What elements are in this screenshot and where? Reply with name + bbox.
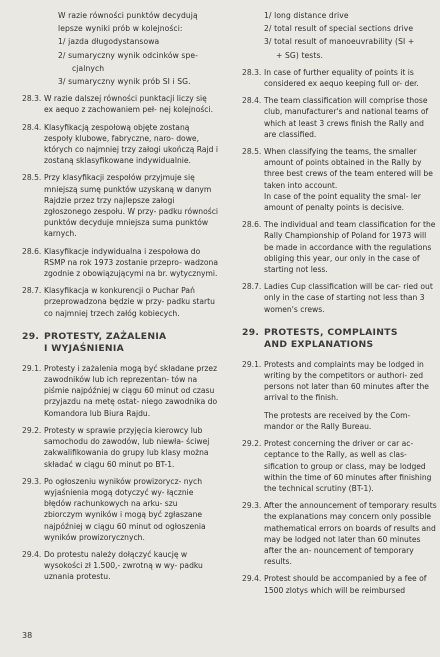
left-intro [22, 10, 218, 87]
right-intro [242, 10, 438, 61]
paragraph-29-3 [242, 500, 438, 567]
paragraph-number: 28.7. [22, 286, 42, 296]
left-intro-line: 2/ sumaryczny wynik odcinków spe- [58, 50, 199, 60]
section-number: 29. [242, 326, 260, 338]
right-intro-line: + SG) tests. [276, 50, 324, 60]
paragraph-number: 28.4. [242, 96, 262, 106]
paragraph-text: Klasyfikacją zespołową objęte zostaną zespoły klubowe, fabryczne, naro- dowe, których co najmniej trzy załogi ukończą Rajd i zostaną sklasyfikowane indywidualnie. [44, 122, 218, 166]
paragraph-29-2 [22, 425, 218, 470]
paragraph-text: Przy klasyfikacji zespołów przyjmuje się mniejszą sumę punktów uzyskaną w danym Rajdzie przez trzy najlepsze załogi zgłoszonego zespołu. W przy- padku równości punktów decyduje mniejsza suma punktów karnych. [44, 173, 219, 239]
paragraph-28-5-continued [242, 191, 438, 213]
paragraph-number: 28.5. [242, 147, 262, 157]
paragraph-29-4 [242, 573, 438, 595]
paragraph-28-5 [242, 146, 438, 191]
section-title-line: AND EXPLANATIONS [264, 338, 374, 350]
paragraph-28-6 [242, 219, 438, 275]
paragraph-text: Protest should be accompanied by a fee of 1500 zlotys which will be reimbursed [264, 574, 427, 595]
paragraph-29-1 [242, 359, 438, 404]
paragraph-28-3 [242, 67, 438, 89]
paragraph-number: 29.1. [22, 363, 42, 373]
paragraph-28-4 [22, 122, 218, 167]
paragraph-29-2 [242, 438, 438, 494]
right-intro-line: 3/ total result of manoeuvrability (SI + [264, 37, 415, 47]
left-intro-line: 1/ jazda długodystansowa [58, 37, 160, 47]
paragraph-number [242, 191, 264, 213]
paragraph-29-1 [22, 363, 218, 419]
paragraph-number: 28.4. [22, 122, 42, 132]
paragraph-text: Protesty i zażalenia mogą być składane przez zawodników lub ich reprezentan- tów na piśmie najpóźniej w ciągu 60 minut od czasu przyjazdu na metę ostat- niego zawodnika do Komandora lub Biura Rajdu. [44, 363, 218, 418]
paragraph-number: 29.2. [22, 425, 42, 435]
paragraph-number: 29.1. [242, 359, 262, 369]
paragraph-text: Protest concerning the driver or car ac- ceptance to the Rally, as well as clas- sification to group or class, may be lodged within the time of 60 minutes after finishing the technical scrutiny (BT-1). [264, 439, 432, 493]
paragraph-28-7 [22, 285, 218, 319]
paragraph-text: The protests are received by the Com- mandor or the Rally Bureau. [264, 410, 411, 431]
paragraph-text: Protesty w sprawie przyjęcia kierowcy lub samochodu do zawodów, lub niewła- ściwej zakwalifikowania do grupy lub klasy można składać w ciągu 60 minut po BT-1. [44, 425, 210, 469]
paragraph-number: 28.3. [242, 67, 262, 77]
paragraph-text: Ladies Cup classification will be car- ried out only in the case of starting not less than 3 women's crews. [264, 282, 433, 314]
paragraph-text: Po ogłoszeniu wyników prowizorycz- nych wyjaśnienia mogą dotyczyć wy- łącznie błędów rachunkowych na arku- szu zbiorczym wyników i mogą być zgłaszane najpóźniej w ciągu 60 minut od ogłoszenia wyników prowizorycznych. [44, 476, 206, 542]
paragraph-29-3 [22, 476, 218, 543]
paragraph-text: After the announcement of temporary results the explanations may concern only possible mathematical errors on boards of results and may be lodged not later than 60 minutes after the an- nouncement of temporary results. [264, 501, 437, 567]
section-heading [242, 327, 438, 351]
section-number: 29. [22, 330, 40, 342]
paragraph-number: 29.4. [242, 574, 262, 584]
section-heading [22, 331, 218, 355]
paragraph-number [242, 410, 264, 432]
left-intro-line: W razie równości punktów decydują [58, 11, 198, 20]
section-title-line: I WYJAŚNIENIA [44, 342, 125, 354]
english-column [242, 10, 438, 602]
paragraph-number: 28.3. [22, 94, 42, 104]
paragraph-29-1-continued [242, 410, 438, 432]
right-intro-line: 1/ long distance drive [264, 11, 349, 20]
paragraph-28-3 [22, 93, 218, 115]
paragraph-text: Do protestu należy dołączyć kaucję w wysokości zł 1.500,- zwrotną w wy- padku uznania protestu. [44, 549, 203, 582]
left-intro-line: cjalnych [72, 63, 105, 73]
paragraph-28-6 [22, 246, 218, 280]
paragraph-text: The individual and team classification for the Rally Championship of Poland for 1973 will be made in accordance with the regulations obliging this year, our only in the case of starting not less. [264, 220, 436, 275]
paragraph-number: 28.6. [22, 246, 42, 256]
paragraph-number: 28.5. [22, 173, 42, 183]
paragraph-number: 28.7. [242, 282, 262, 292]
paragraph-text: Klasyfikacja w konkurencji o Puchar Pań przeprowadzona będzie w przy- padku startu co najmniej trzech załóg kobiecych. [44, 286, 215, 318]
section-title-line: PROTESTY, ZAŻALENIA [44, 330, 167, 342]
paragraph-number: 28.6. [242, 220, 262, 230]
paragraph-text: The team classification will comprise those club, manufacturer's and national teams of which at least 3 crews finish the Rally and are classified. [264, 96, 429, 139]
paragraph-28-7 [242, 281, 438, 315]
paragraph-number: 29.4. [22, 549, 42, 559]
paragraph-number: 29.3. [242, 501, 262, 511]
paragraph-number: 29.2. [242, 439, 262, 449]
paragraph-29-4 [22, 549, 218, 583]
section-title-line: PROTESTS, COMPLAINTS [264, 326, 398, 338]
paragraph-text: Protests and complaints may be lodged in writing by the competitors or authori- zed persons not later than 60 minutes after the arrival to the finish. [264, 359, 429, 403]
paragraph-text: Klasyfikacje indywidualna i zespołowa do RSMP na rok 1973 zostanie przepro- wadzona zgodnie z obowiązującymi na br. wytycznymi. [44, 246, 218, 279]
right-intro-line: 2/ total result of special sections drive [264, 24, 414, 34]
section-title [264, 327, 438, 351]
paragraph-text: W razie dalszej równości punktacji liczy się ex aequo z zachowaniem peł- nej kolejności. [44, 94, 213, 115]
paragraph-text: In case of the point equality the smal- ler amount of penalty points is decisive. [264, 191, 421, 213]
paragraph-text: In case of further equality of points it is considered ex aequo keeping full or- der. [264, 67, 419, 89]
section-title [44, 331, 218, 355]
left-intro-line: 3/ sumaryczny wynik prób SI i SG. [58, 77, 191, 87]
left-intro-line: lepsze wyniki prób w kolejności: [58, 24, 183, 34]
paragraph-text: When classifying the teams, the smaller amount of points obtained in the Rally by three best crews of the team entered will be taken into account. [264, 147, 433, 190]
polish-column [22, 10, 218, 589]
paragraph-28-4 [242, 95, 438, 140]
paragraph-28-5 [22, 172, 218, 239]
paragraph-number: 29.3. [22, 476, 42, 486]
page-number: 38 [22, 631, 33, 640]
